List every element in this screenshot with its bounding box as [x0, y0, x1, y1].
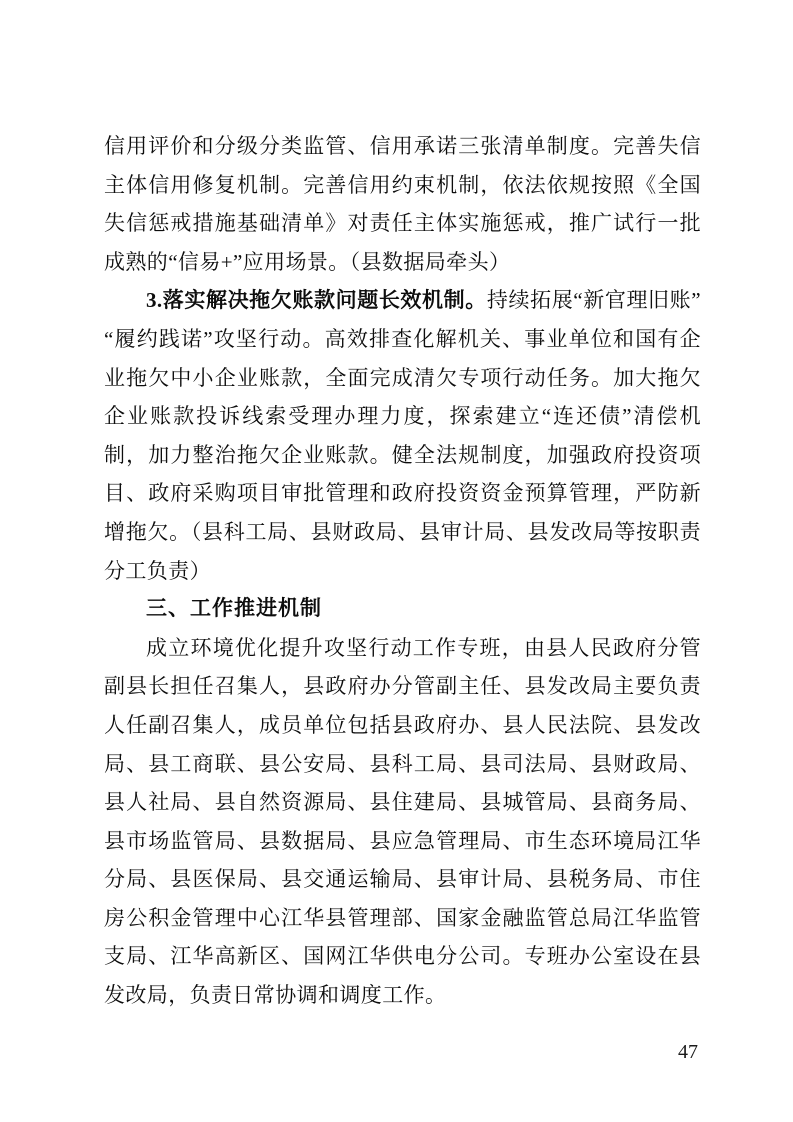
paragraph-arrears-mechanism — [104, 281, 701, 590]
page-number: 47 — [678, 1041, 698, 1063]
paragraph-credit-supervision: 信用评价和分级分类监管、信用承诺三张清单制度。完善失信主体信用修复机制。完善信用约束机制，依法依规按照《全国失信惩戒措施基础清单》对责任主体实施惩戒，推广试行一批成熟的“信易+”应用场景。（县数据局牵头） — [104, 134, 701, 274]
section-heading-work-mechanism: 三、工作推进机制 — [146, 597, 322, 621]
paragraph-arrears-text: 持续拓展“新官理旧账”“履约践诺”攻坚行动。高效排查化解机关、事业单位和国有企业拖欠中小企业账款，全面完成清欠专项行动任务。加大拖欠企业账款投诉线索受理办理力度，探索建立“连还债”清偿机制，加力整治拖欠企业账款。健全法规制度，加强政府投资项目、政府采购项目审批管理和政府投资资金预算管理，严防新增拖欠。（县科工局、县财政局、县审计局、县发改局等按职责分工负责） — [104, 288, 701, 583]
document-body — [104, 127, 701, 1015]
paragraph-task-force: 成立环境优化提升攻坚行动工作专班，由县人民政府分管副县长担任召集人，县政府办分管副主任、县发改局主要负责人任副召集人，成员单位包括县政府办、县人民法院、县发改局、县工商联、县公安局、县科工局、县司法局、县财政局、县人社局、县自然资源局、县住建局、县城管局、县商务局、县市场监管局、县数据局、县应急管理局、市生态环境局江华分局、县医保局、县交通运输局、县审计局、县税务局、市住房公积金管理中心江华县管理部、国家金融监管总局江华监管支局、江华高新区、国网江华供电分公司。专班办公室设在县发改局，负责日常协调和调度工作。 — [104, 635, 701, 1008]
paragraph-arrears-bold-lead: 3.落实解决拖欠账款问题长效机制。 — [146, 288, 487, 313]
